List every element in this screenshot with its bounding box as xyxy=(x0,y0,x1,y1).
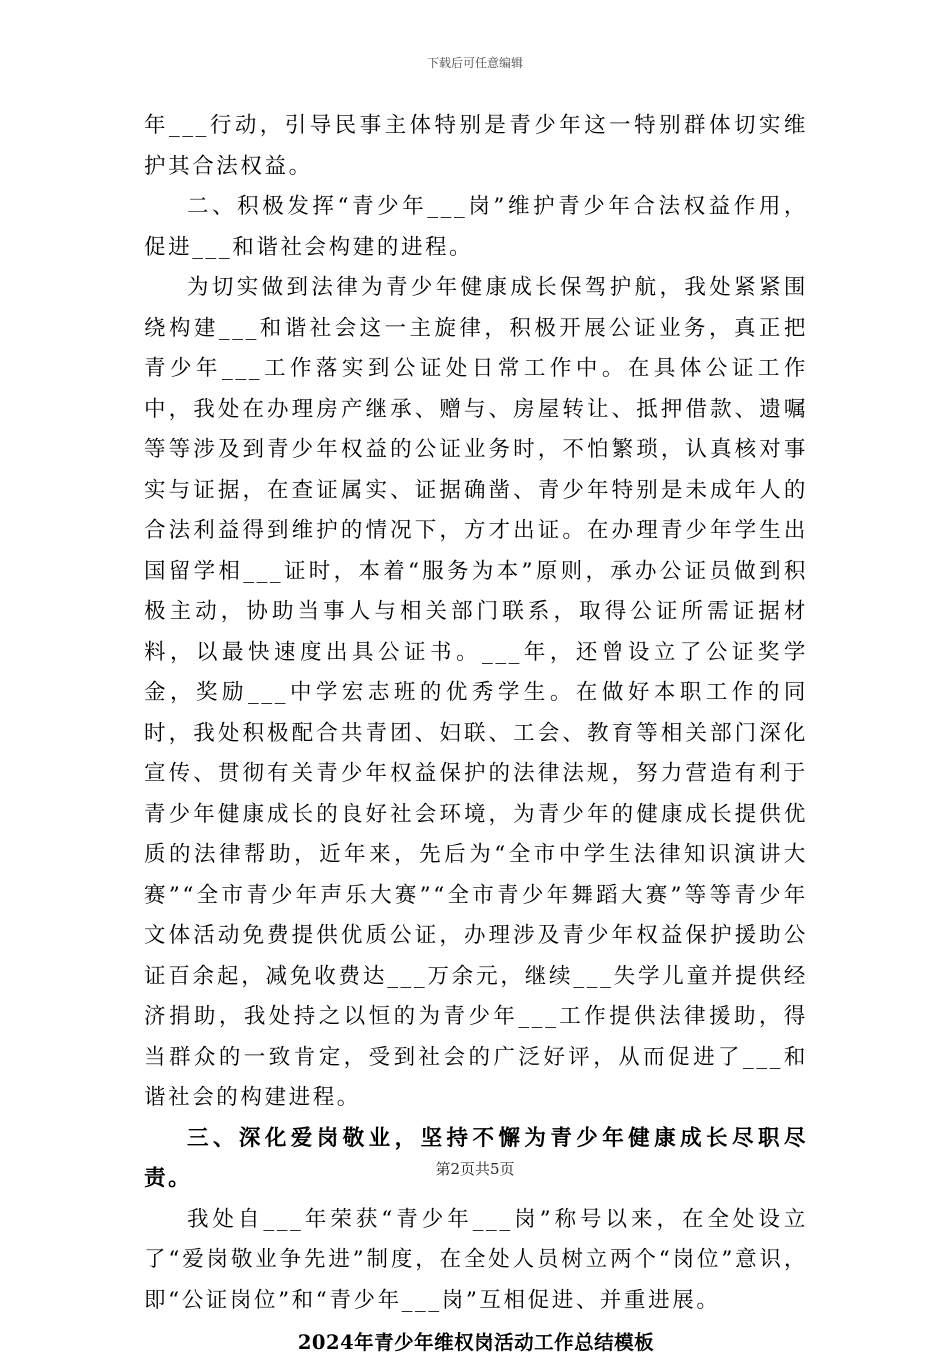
page-number: 第2页共5页 xyxy=(435,1160,515,1178)
section-heading-two: 二、积极发挥“青少年___岗”维护青少年合法权益作用，促进___和谐社会构建的进程。 xyxy=(144,194,808,260)
section-heading-three: 三、深化爱岗敬业，坚持不懈为青少年健康成长尽职尽责。 xyxy=(144,1125,808,1191)
paragraph-body: 为切实做到法律为青少年健康成长保驾护航，我处紧紧围绕构建___和谐社会这一主旋律，积极开展公证业务，真正把青少年___工作落实到公证处日常工作中。在具体公证工作中，我处在办理房产继承、赠与、房屋转让、抵押借款、遗嘱等等涉及到青少年权益的公证业务时，不怕繁琐，认真核对事实与证据，在查证属实、证据确凿、青少年特别是未成年人的合法利益得到维护的情况下，方才出证。在办理青少年学生出国留学相___证时，本着“服务为本”原则，承办公证员做到积极主动，协助当事人与相关部门联系，取得公证所需证据材料，以最快速度出具公证书。___年，还曾设立了公证奖学金，奖励___中学宏志班的优秀学生。在做好本职工作的同时，我处积极配合共青团、妇联、工会、教育等相关部门深化宣传、贯彻有关青少年权益保护的法律法规，努力营造有利于青少年健康成长的良好社会环境，为青少年的健康成长提供优质的法律帮助，近年来，先后为“全市中学生法律知识演讲大赛”“全市青少年声乐大赛”“全市青少年舞蹈大赛”等等青少年文体活动免费提供优质公证，办理涉及青少年权益保护援助公证百余起，减免收费达___万余元，继续___失学儿童并提供经济捐助，我处持之以恒的为青少年___工作提供法律援助，得当群众的一致肯定，受到社会的广泛好评，从而促进了___和谐社会的构建进程。 xyxy=(144,275,808,1110)
document-title: 2024年青少年维权岗活动工作总结模板 xyxy=(297,1331,655,1354)
paragraph-body: 我处自___年荣获“青少年___岗”称号以来，在全处设立了“爱岗敬业争先进”制度，在全处人员树立两个“岗位”意识，即“公证岗位”和“青少年___岗”互相促进、并重进展。 xyxy=(144,1206,808,1313)
page-header: 下载后可任意编辑 xyxy=(426,56,523,70)
paragraph-continuation: 年___行动，引导民事主体特别是青少年这一特别群体切实维护其合法权益。 xyxy=(144,113,808,179)
